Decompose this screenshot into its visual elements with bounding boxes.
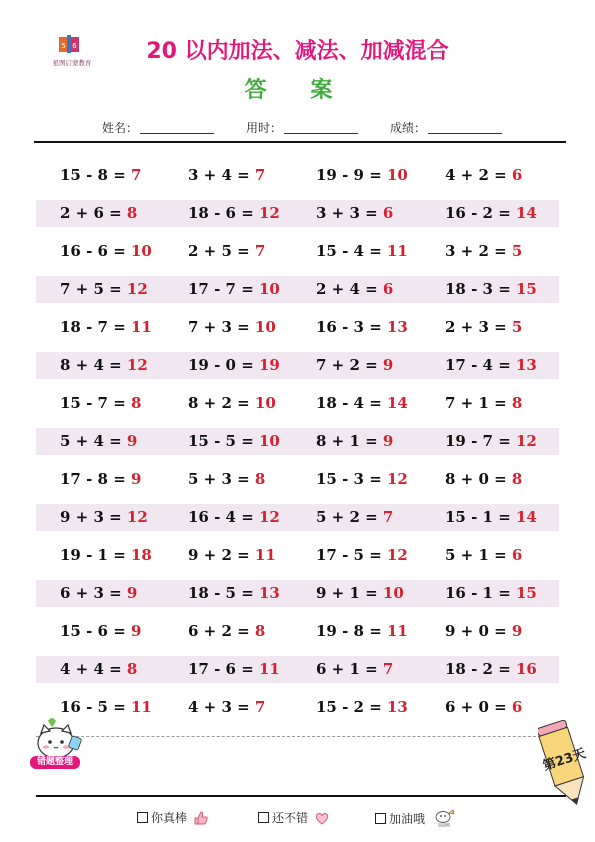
problem-question: 18 - 5 =	[188, 584, 259, 602]
problem-item	[60, 656, 137, 683]
problem-answer: 10	[259, 432, 280, 450]
problem-item	[445, 694, 522, 721]
thumbs-up-icon	[193, 810, 209, 826]
problem-question: 16 - 2 =	[445, 204, 516, 222]
problem-answer: 13	[516, 356, 537, 374]
problem-item	[188, 656, 280, 683]
problem-item	[316, 542, 408, 569]
problem-answer: 9	[382, 356, 394, 374]
problem-answer: 6	[382, 204, 394, 222]
problem-item	[188, 276, 280, 303]
problem-item	[445, 352, 537, 379]
name-blank[interactable]	[140, 121, 214, 134]
problem-row	[36, 694, 559, 721]
page-subtitle: 答 案	[244, 78, 351, 103]
footer-good[interactable]	[258, 809, 330, 826]
problem-question: 19 - 9 =	[316, 166, 387, 184]
problem-row	[36, 656, 559, 683]
cheer-icon	[431, 809, 457, 827]
problem-item	[445, 162, 522, 189]
problem-question: 9 + 1 =	[316, 584, 383, 602]
problem-question: 2 + 6 =	[60, 204, 127, 222]
problem-answer: 13	[387, 698, 408, 716]
problem-item	[316, 390, 408, 417]
problem-answer: 14	[516, 204, 537, 222]
problem-item	[445, 542, 522, 569]
time-field[interactable]	[246, 119, 358, 136]
problem-answer: 18	[131, 546, 152, 564]
problem-question: 17 - 6 =	[188, 660, 259, 678]
problem-answer: 5	[511, 242, 523, 260]
problem-answer: 12	[126, 356, 148, 374]
problem-item	[60, 428, 137, 455]
problem-answer: 7	[254, 166, 266, 184]
problem-question: 2 + 4 =	[316, 280, 383, 298]
problem-answer: 8	[254, 470, 266, 488]
problem-answer: 8	[126, 204, 138, 222]
problem-answer: 15	[516, 280, 537, 298]
problem-item	[188, 390, 276, 417]
problem-question: 19 - 0 =	[188, 356, 259, 374]
problem-question: 19 - 8 =	[316, 622, 387, 640]
problem-item	[316, 466, 408, 493]
problem-item	[445, 390, 522, 417]
footer-great[interactable]	[137, 809, 209, 826]
problem-answer: 9	[131, 470, 142, 488]
problem-answer: 6	[511, 698, 523, 716]
problem-answer: 7	[131, 166, 142, 184]
footer-keep-going[interactable]	[375, 809, 457, 827]
great-checkbox[interactable]	[137, 812, 148, 823]
problem-item	[60, 504, 148, 531]
problem-question: 18 - 2 =	[445, 660, 516, 678]
problem-answer: 5	[511, 318, 523, 336]
problem-answer: 7	[254, 242, 266, 260]
problem-row	[36, 618, 559, 645]
problem-answer: 7	[254, 698, 266, 716]
good-checkbox[interactable]	[258, 812, 269, 823]
problem-answer: 11	[131, 318, 152, 336]
score-field[interactable]	[390, 119, 502, 136]
problem-question: 18 - 3 =	[445, 280, 516, 298]
problem-question: 5 + 2 =	[316, 508, 383, 526]
problem-question: 8 + 2 =	[188, 394, 255, 412]
problem-item	[316, 504, 393, 531]
problem-item	[445, 656, 537, 683]
problem-row	[36, 428, 559, 455]
problem-item	[60, 352, 148, 379]
problem-question: 4 + 4 =	[60, 660, 127, 678]
problem-question: 7 + 3 =	[188, 318, 255, 336]
problem-item	[445, 618, 522, 645]
problem-question: 9 + 2 =	[188, 546, 255, 564]
problem-question: 16 - 4 =	[188, 508, 259, 526]
problem-question: 15 - 2 =	[316, 698, 387, 716]
problem-question: 15 - 4 =	[316, 242, 387, 260]
problem-answer: 6	[511, 546, 523, 564]
problem-item	[188, 694, 265, 721]
problem-answer: 12	[126, 508, 148, 526]
problem-answer: 16	[516, 660, 537, 678]
problem-item	[445, 314, 522, 341]
problem-answer: 10	[254, 318, 276, 336]
problem-item	[316, 656, 393, 683]
problem-item	[188, 428, 280, 455]
problem-item	[188, 352, 280, 379]
problem-answer: 12	[259, 508, 280, 526]
problem-item	[188, 504, 280, 531]
problem-item	[188, 162, 265, 189]
problem-question: 16 - 6 =	[60, 242, 131, 260]
problem-answer: 10	[259, 280, 280, 298]
problem-row	[36, 466, 559, 493]
problem-answer: 15	[516, 584, 537, 602]
problem-item	[188, 200, 280, 227]
problem-question: 6 + 1 =	[316, 660, 383, 678]
problem-row	[36, 200, 559, 227]
problem-answer: 12	[387, 546, 408, 564]
problem-item	[445, 428, 537, 455]
problem-answer: 7	[382, 508, 394, 526]
problem-item	[316, 200, 393, 227]
problem-question: 6 + 2 =	[188, 622, 255, 640]
problem-answer: 10	[254, 394, 276, 412]
problem-question: 15 - 6 =	[60, 622, 131, 640]
day-badge-text: 第23天	[541, 746, 588, 775]
problem-question: 2 + 5 =	[188, 242, 255, 260]
problem-question: 6 + 3 =	[60, 584, 127, 602]
problem-row	[36, 542, 559, 569]
problem-question: 8 + 1 =	[316, 432, 383, 450]
problem-item	[316, 694, 408, 721]
problem-item	[60, 238, 152, 265]
problem-question: 3 + 2 =	[445, 242, 512, 260]
problem-item	[316, 580, 404, 607]
problem-answer: 12	[387, 470, 408, 488]
problem-answer: 11	[387, 242, 408, 260]
problem-row	[36, 352, 559, 379]
problem-answer: 8	[511, 470, 523, 488]
problem-answer: 12	[259, 204, 280, 222]
problem-question: 7 + 2 =	[316, 356, 383, 374]
problem-answer: 9	[382, 432, 394, 450]
problem-answer: 12	[126, 280, 148, 298]
problem-question: 16 - 1 =	[445, 584, 516, 602]
cheer-tag: 加油鸭	[437, 822, 450, 827]
problem-answer: 8	[511, 394, 523, 412]
wrong-questions-area[interactable]	[36, 736, 566, 797]
problem-question: 5 + 4 =	[60, 432, 127, 450]
problem-answer: 10	[387, 166, 408, 184]
problem-row	[36, 580, 559, 607]
problem-question: 16 - 5 =	[60, 698, 131, 716]
problem-question: 4 + 3 =	[188, 698, 255, 716]
problem-row	[36, 238, 559, 265]
problem-item	[445, 200, 537, 227]
problem-item	[60, 466, 141, 493]
problem-item	[188, 466, 265, 493]
problem-item	[316, 352, 393, 379]
problem-item	[316, 238, 408, 265]
problem-item	[188, 314, 276, 341]
problem-question: 15 - 5 =	[188, 432, 259, 450]
problem-question: 17 - 7 =	[188, 280, 259, 298]
problem-answer: 9	[126, 584, 138, 602]
problem-question: 17 - 8 =	[60, 470, 131, 488]
problem-item	[188, 238, 265, 265]
problem-question: 5 + 1 =	[445, 546, 512, 564]
heart-icon	[314, 810, 330, 826]
page-title: 20 以内加法、减法、加减混合	[146, 39, 449, 64]
name-field[interactable]	[102, 119, 214, 136]
problem-answer: 10	[382, 584, 404, 602]
problem-answer: 14	[516, 508, 537, 526]
problem-answer: 8	[131, 394, 142, 412]
problem-question: 16 - 3 =	[316, 318, 387, 336]
problem-question: 2 + 3 =	[445, 318, 512, 336]
problem-item	[60, 580, 137, 607]
problem-question: 7 + 5 =	[60, 280, 127, 298]
problem-answer: 13	[387, 318, 408, 336]
problem-question: 15 - 3 =	[316, 470, 387, 488]
problem-answer: 11	[259, 660, 280, 678]
problem-answer: 7	[382, 660, 394, 678]
svg-text:5: 5	[61, 42, 66, 50]
problem-answer: 9	[511, 622, 523, 640]
problem-item	[445, 580, 537, 607]
problem-question: 19 - 7 =	[445, 432, 516, 450]
problem-answer: 8	[126, 660, 138, 678]
problem-answer: 9	[126, 432, 138, 450]
problem-answer: 11	[131, 698, 152, 716]
keep-going-checkbox[interactable]	[375, 813, 386, 824]
problem-answer: 19	[259, 356, 280, 374]
header-divider	[34, 141, 566, 143]
problem-answer: 6	[382, 280, 394, 298]
score-blank[interactable]	[428, 121, 502, 134]
wrong-questions-label: 错题整理	[30, 756, 80, 769]
problem-item	[445, 466, 522, 493]
problem-answer: 8	[254, 622, 266, 640]
problem-question: 15 - 1 =	[445, 508, 516, 526]
problem-item	[316, 618, 408, 645]
problem-question: 4 + 2 =	[445, 166, 512, 184]
problem-item	[60, 200, 137, 227]
svg-text:6: 6	[72, 42, 77, 50]
problem-question: 15 - 7 =	[60, 394, 131, 412]
problem-question: 17 - 5 =	[316, 546, 387, 564]
good-label: 还不错	[272, 811, 309, 825]
problem-question: 6 + 0 =	[445, 698, 512, 716]
problem-item	[60, 618, 141, 645]
problem-question: 18 - 7 =	[60, 318, 131, 336]
name-label: 姓名：	[102, 121, 139, 135]
problem-item	[60, 390, 141, 417]
problem-item	[60, 276, 148, 303]
problem-row	[36, 276, 559, 303]
problem-question: 9 + 0 =	[445, 622, 512, 640]
problem-question: 9 + 3 =	[60, 508, 127, 526]
problem-item	[60, 162, 141, 189]
problem-answer: 10	[131, 242, 152, 260]
problem-answer: 9	[131, 622, 142, 640]
problem-question: 7 + 1 =	[445, 394, 512, 412]
problem-question: 3 + 4 =	[188, 166, 255, 184]
problem-item	[445, 238, 522, 265]
problem-row	[36, 314, 559, 341]
problem-answer: 14	[387, 394, 408, 412]
problem-item	[188, 580, 280, 607]
great-label: 你真棒	[151, 811, 188, 825]
problem-question: 3 + 3 =	[316, 204, 383, 222]
problem-row	[36, 504, 559, 531]
problem-item	[316, 428, 393, 455]
problem-row	[36, 162, 559, 189]
problem-question: 18 - 6 =	[188, 204, 259, 222]
problem-question: 19 - 1 =	[60, 546, 131, 564]
problem-row	[36, 390, 559, 417]
problem-item	[316, 162, 408, 189]
problem-item	[188, 618, 265, 645]
problem-item	[445, 276, 537, 303]
problem-item	[445, 504, 537, 531]
time-blank[interactable]	[284, 121, 358, 134]
problem-question: 15 - 8 =	[60, 166, 131, 184]
pencil-day-badge-icon	[538, 716, 590, 808]
problem-question: 8 + 4 =	[60, 356, 127, 374]
problem-question: 8 + 0 =	[445, 470, 512, 488]
problem-question: 18 - 4 =	[316, 394, 387, 412]
problem-answer: 6	[511, 166, 523, 184]
problem-item	[316, 314, 408, 341]
score-label: 成绩：	[390, 121, 427, 135]
problem-answer: 12	[516, 432, 537, 450]
keep-going-label: 加油哦	[389, 812, 426, 826]
problem-item	[60, 314, 152, 341]
problem-item	[60, 542, 152, 569]
brand-name: 星图启蒙教育	[52, 59, 92, 67]
problem-answer: 11	[254, 546, 276, 564]
problem-answer: 11	[387, 622, 408, 640]
problem-item	[316, 276, 393, 303]
problem-item	[188, 542, 276, 569]
problem-answer: 13	[259, 584, 280, 602]
problem-question: 5 + 3 =	[188, 470, 255, 488]
time-label: 用时：	[246, 121, 283, 135]
problem-question: 17 - 4 =	[445, 356, 516, 374]
